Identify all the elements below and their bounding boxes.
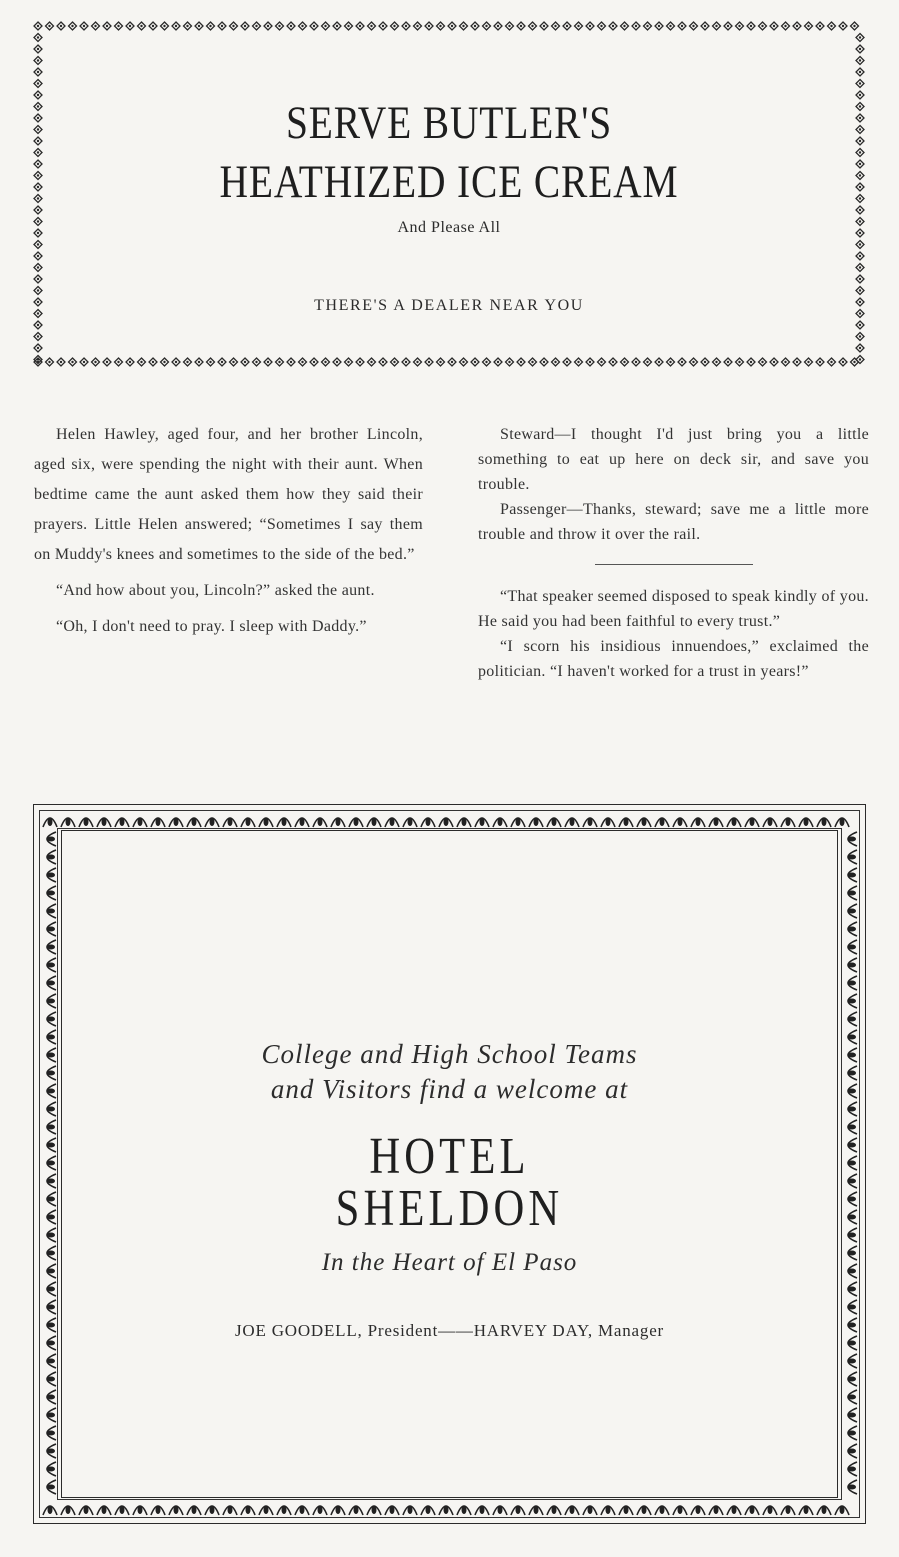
joke-paragraph: “That speaker seemed disposed to speak kindly of you. He said you had been faithful to every trust.” [478, 588, 869, 630]
joke-paragraph: Helen Hawley, aged four, and her brother Lincoln, aged six, were spending the night with their aunt. When bedtime came the aunt asked them how they said their prayers. Little Helen answered; “Sometimes I say them on Muddy's knees and sometimes to the side of the bed.” [34, 426, 423, 563]
hotel-intro-line1: College and High School Teams [261, 1039, 638, 1069]
hotel-name-line2: SHELDON [335, 1180, 564, 1237]
joke-paragraph: Passenger—Thanks, steward; save me a little more trouble and throw it over the rail. [478, 501, 869, 543]
left-joke-column [34, 420, 423, 642]
hotel-location: In the Heart of El Paso [321, 1249, 578, 1276]
ornamental-frame-inner [61, 830, 838, 1498]
hotel-sheldon-ad [33, 804, 866, 1524]
ad-headline-line2: HEATHIZED ICE CREAM [219, 156, 679, 208]
right-joke-column [478, 422, 869, 684]
joke-paragraph: “I scorn his insidious innuendoes,” exclaimed the politician. “I haven't worked for a trust in years!” [478, 638, 869, 680]
ad-dealer-line: THERE'S A DEALER NEAR YOU [314, 297, 584, 314]
ad-tagline: And Please All [397, 219, 501, 236]
hotel-intro-line2: and Visitors find a welcome at [270, 1074, 629, 1104]
hotel-staff: JOE GOODELL, President——HARVEY DAY, Manager [234, 1321, 665, 1340]
joke-paragraph: “And how about you, Lincoln?” asked the aunt. [56, 582, 375, 599]
butler-ice-cream-ad [30, 18, 868, 370]
joke-paragraph: Steward—I thought I'd just bring you a little something to eat up here on deck sir, and save you trouble. [478, 426, 869, 493]
hotel-name-line1: HOTEL [369, 1128, 530, 1185]
section-divider [595, 564, 753, 565]
joke-paragraph: “Oh, I don't need to pray. I sleep with Daddy.” [56, 618, 367, 635]
ad-headline-line1: SERVE BUTLER'S [285, 97, 613, 149]
